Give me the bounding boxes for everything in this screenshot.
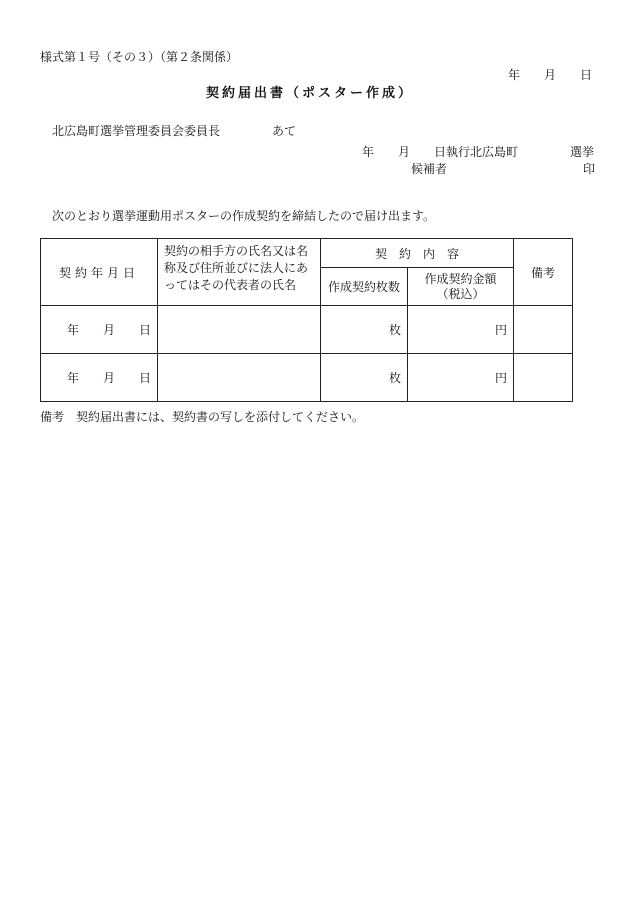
row-counterparty-cell[interactable] [158, 354, 321, 402]
header-amount-line-2: （税込） [436, 286, 485, 301]
header-remarks: 備考 [514, 239, 573, 306]
table-row [41, 354, 573, 402]
row-remarks-cell[interactable] [514, 306, 573, 354]
row-amount-cell[interactable]: 円 [408, 306, 514, 354]
header-counterparty-line-2: 称及び住所並びに法人にあ [164, 261, 309, 275]
row-count-cell[interactable]: 枚 [321, 354, 408, 402]
header-amount-line-1: 作成契約金額 [424, 271, 497, 286]
seal-mark: 印 [583, 162, 596, 176]
table-row [41, 306, 573, 354]
row-date-cell[interactable]: 年 月 日 [41, 306, 158, 354]
row-counterparty-cell[interactable] [158, 306, 321, 354]
header-counterparty-line-3: ってはその代表者の氏名 [164, 278, 297, 292]
header-sheet-count: 作成契約枚数 [321, 268, 408, 306]
header-contract-amount [408, 268, 514, 306]
header-counterparty-line-1: 契約の相手方の氏名又は名 [164, 244, 309, 258]
form-number: 様式第１号（その３）（第２条関係） [40, 50, 239, 64]
row-date-cell[interactable]: 年 月 日 [41, 354, 158, 402]
intro-text: 次のとおり選挙運動用ポスターの作成契約を締結したので届け出ます。 [52, 209, 436, 223]
contract-table [40, 238, 573, 402]
header-counterparty [158, 239, 321, 306]
candidate-label: 候補者 [411, 162, 448, 176]
row-remarks-cell[interactable] [514, 354, 573, 402]
header-contract-date: 契約年月日 [41, 239, 158, 306]
addressee-suffix: あて [272, 124, 297, 138]
election-label: 選挙 [570, 145, 595, 159]
header-contract-contents: 契 約 内 容 [321, 239, 514, 268]
remarks-note: 備考 契約届出書には、契約書の写しを添付してください。 [40, 410, 365, 424]
addressee: 北広島町選挙管理委員会委員長 [52, 124, 221, 138]
document-title: 契約届出書（ポスター作成） [206, 86, 415, 101]
submission-date: 年 月 日 [508, 68, 593, 82]
row-amount-cell[interactable]: 円 [408, 354, 514, 402]
election-date-line: 年 月 日執行北広島町 [362, 145, 519, 159]
row-count-cell[interactable]: 枚 [321, 306, 408, 354]
